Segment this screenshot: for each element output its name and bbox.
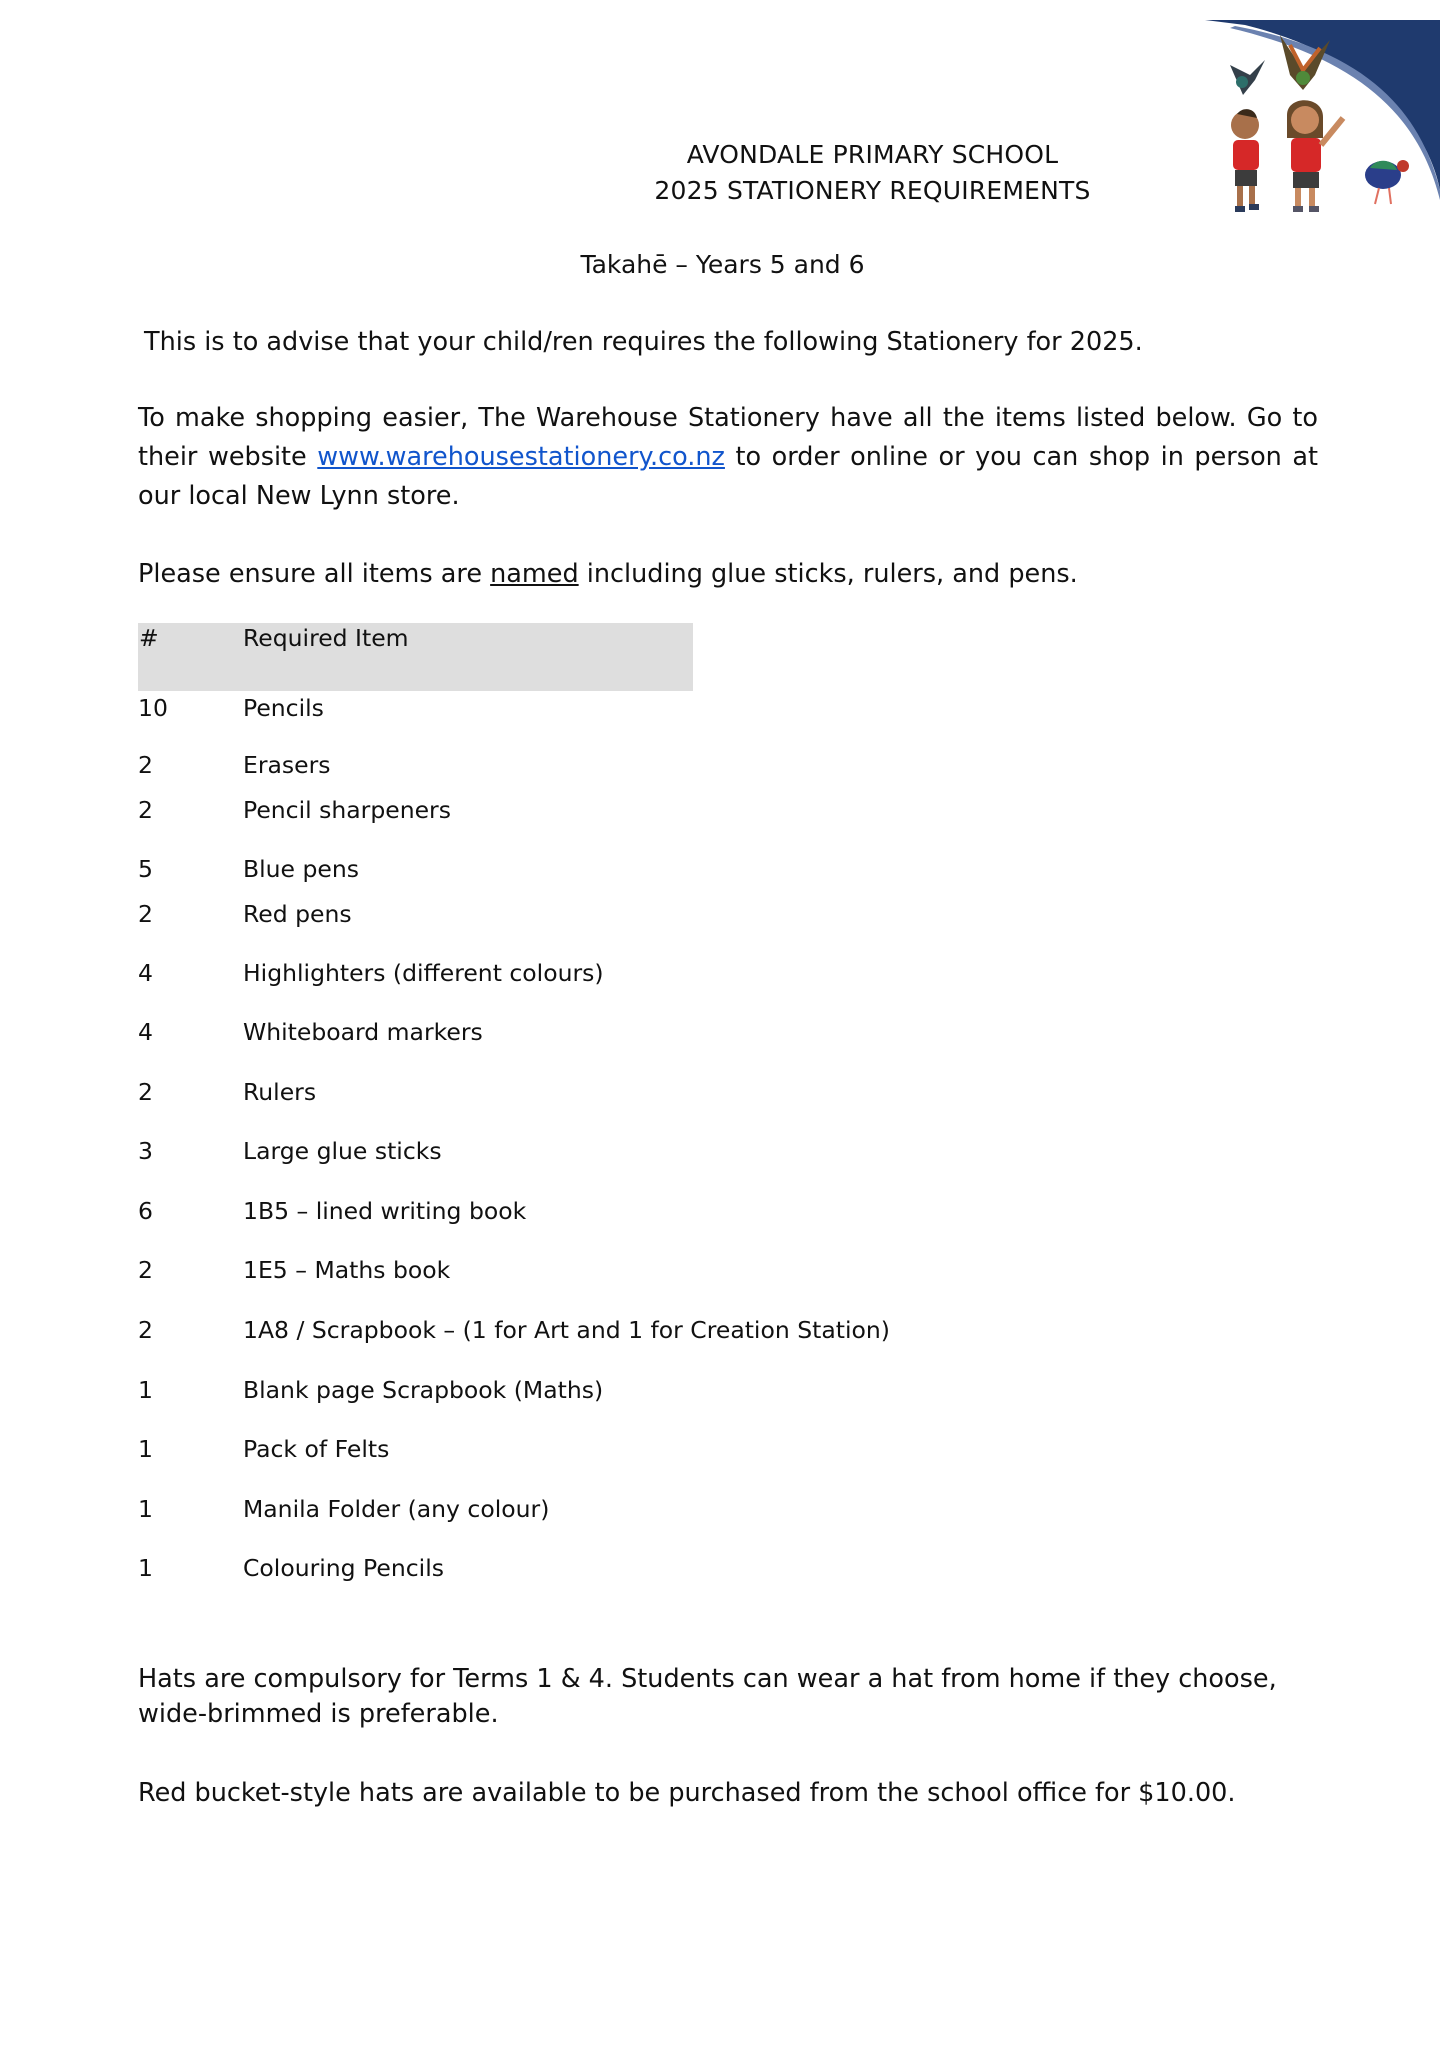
school-name: AVONDALE PRIMARY SCHOOL [686,140,1059,169]
row-quantity: 2 [138,1316,153,1344]
row-quantity: 2 [138,1078,153,1106]
row-item: Manila Folder (any colour) [243,1495,550,1523]
row-item: 1B5 – lined writing book [243,1197,527,1225]
shopping-text-before: To make shopping easier, The Warehouse Stationery have all the items listed below. Go to their website [138,403,1318,472]
naming-note [138,555,1318,594]
tui-bird-icon [1230,60,1265,95]
row-quantity: 10 [138,694,168,722]
hats-compulsory-note: Hats are compulsory for Terms 1 & 4. Students can wear a hat from home if they choose, wide-brimmed is preferable. [138,1664,1277,1729]
row-quantity: 2 [138,796,153,824]
row-item: Pencils [243,694,324,722]
naming-note-underlined: named [490,559,579,589]
row-item: 1E5 – Maths book [243,1256,451,1284]
hats-purchase-note: Red bucket-style hats are available to be purchased from the school office for $10.00. [138,1778,1236,1808]
row-item: Pencil sharpeners [243,796,451,824]
warehouse-stationery-link[interactable]: www.warehousestationery.co.nz [317,442,725,472]
class-title: Takahē – Years 5 and 6 [580,250,865,279]
row-quantity: 4 [138,959,153,987]
row-item: Whiteboard markers [243,1018,483,1046]
row-quantity: 3 [138,1137,153,1165]
row-quantity: 1 [138,1435,153,1463]
row-quantity: 5 [138,855,153,883]
row-item: Blank page Scrapbook (Maths) [243,1376,604,1404]
naming-note-before: Please ensure all items are [138,559,491,589]
table-header [138,623,693,691]
row-quantity: 2 [138,900,153,928]
column-header-item: Required Item [243,624,409,652]
row-item: Colouring Pencils [243,1554,444,1582]
row-quantity: 1 [138,1495,153,1523]
row-quantity: 2 [138,1256,153,1284]
row-item: Large glue sticks [243,1137,442,1165]
row-item: Highlighters (different colours) [243,959,604,987]
row-item: 1A8 / Scrapbook – (1 for Art and 1 for Creation Station) [243,1316,890,1344]
row-quantity: 1 [138,1554,153,1582]
row-item: Red pens [243,900,352,928]
row-quantity: 6 [138,1197,153,1225]
intro-paragraph: This is to advise that your child/ren requires the following Stationery for 2025. [144,327,1143,357]
row-item: Rulers [243,1078,317,1106]
row-quantity: 1 [138,1376,153,1404]
stationery-table [138,623,1038,1582]
row-item: Erasers [243,751,331,779]
document-title: 2025 STATIONERY REQUIREMENTS [654,176,1091,205]
column-header-quantity: # [139,624,159,652]
row-quantity: 4 [138,1018,153,1046]
row-quantity: 2 [138,751,153,779]
naming-note-after: including glue sticks, rulers, and pens. [578,559,1078,589]
row-item: Pack of Felts [243,1435,390,1463]
shopping-text-after: to order online or you can shop in person at our local New Lynn store. [138,442,1318,511]
shopping-paragraph [138,399,1318,516]
row-item: Blue pens [243,855,359,883]
